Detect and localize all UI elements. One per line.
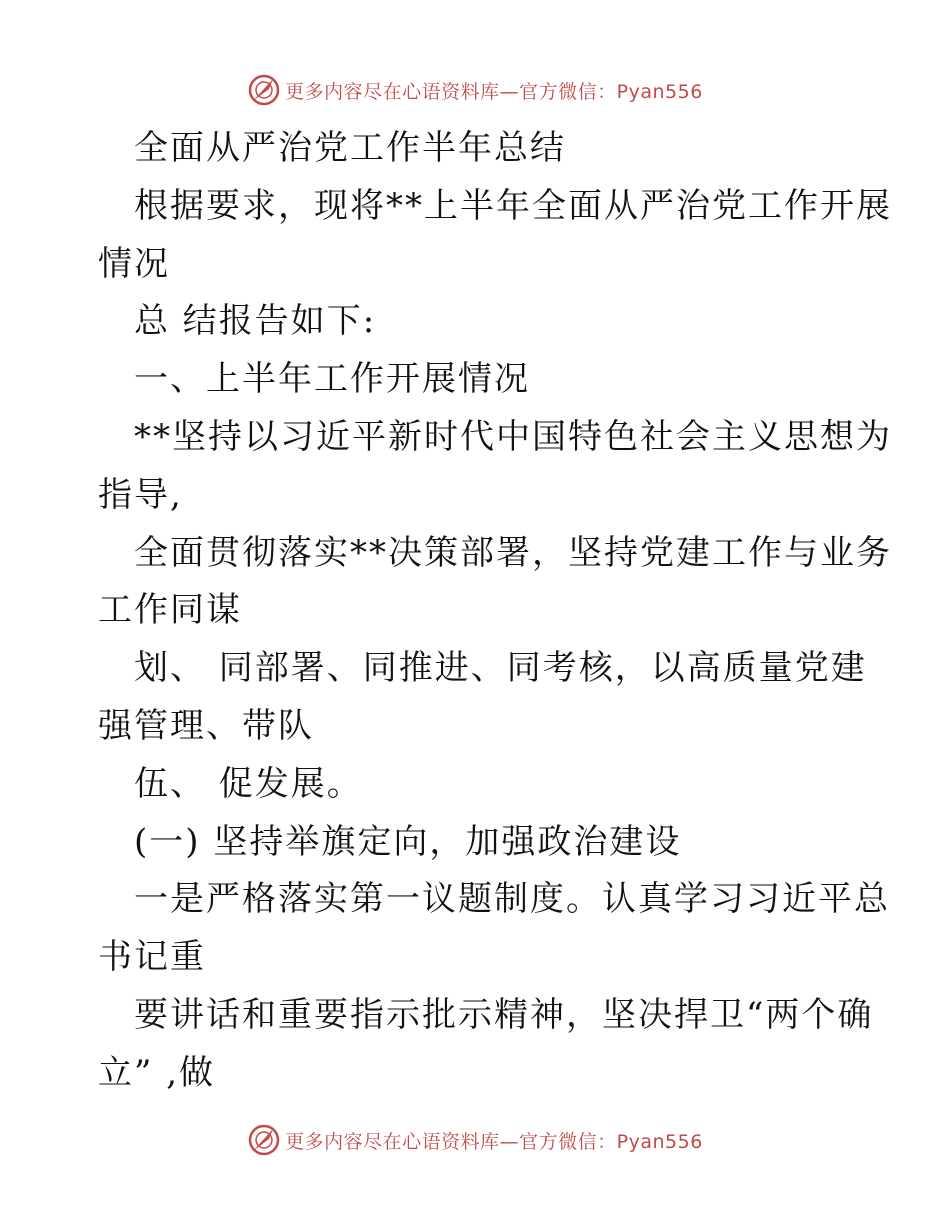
watermark-text-bottom: 更多内容尽在心语资料库—官方微信：Pyan556 bbox=[285, 1130, 703, 1153]
document-line: 伍、 促发展。 bbox=[134, 763, 363, 804]
document-body bbox=[98, 120, 892, 1103]
document-line: 指导, bbox=[98, 474, 183, 515]
watermark-text-top: 更多内容尽在心语资料库—官方微信：Pyan556 bbox=[285, 80, 703, 103]
document-line: 全面从严治党工作半年总结 bbox=[134, 128, 566, 168]
document-line: 全面贯彻落实**决策部署，坚持党建工作与业务 bbox=[134, 532, 892, 573]
document-line: 根据要求，现将**上半年全面从严治党工作开展 bbox=[134, 185, 892, 226]
document-line: 一是严格落实第一议题制度。认真学习习近平总 bbox=[134, 879, 890, 920]
feather-pen-logo-icon bbox=[247, 1123, 281, 1157]
document-line: 要讲话和重要指示批示精神，坚决捍卫“两个确 bbox=[134, 994, 874, 1035]
document-line: 划、 同部署、同推进、同考核，以高质量党建 bbox=[134, 648, 867, 689]
watermark-banner-top bbox=[0, 70, 950, 110]
feather-pen-logo-icon bbox=[247, 73, 281, 107]
document-line: 一、上半年工作开展情况 bbox=[134, 359, 530, 400]
document-line: **坚持以习近平新时代中国特色社会主义思想为 bbox=[134, 416, 892, 457]
document-line: 情况 bbox=[98, 243, 170, 284]
document-line: 立” ,做 bbox=[98, 1052, 215, 1093]
document-line: (一) 坚持举旗定向，加强政治建设 bbox=[134, 821, 682, 862]
document-line: 强管理、带队 bbox=[98, 705, 314, 746]
document-line: 工作同谋 bbox=[98, 590, 242, 631]
document-line: 总 结报告如下: bbox=[134, 301, 377, 342]
watermark-banner-bottom bbox=[0, 1120, 950, 1160]
document-line: 书记重 bbox=[98, 937, 206, 978]
